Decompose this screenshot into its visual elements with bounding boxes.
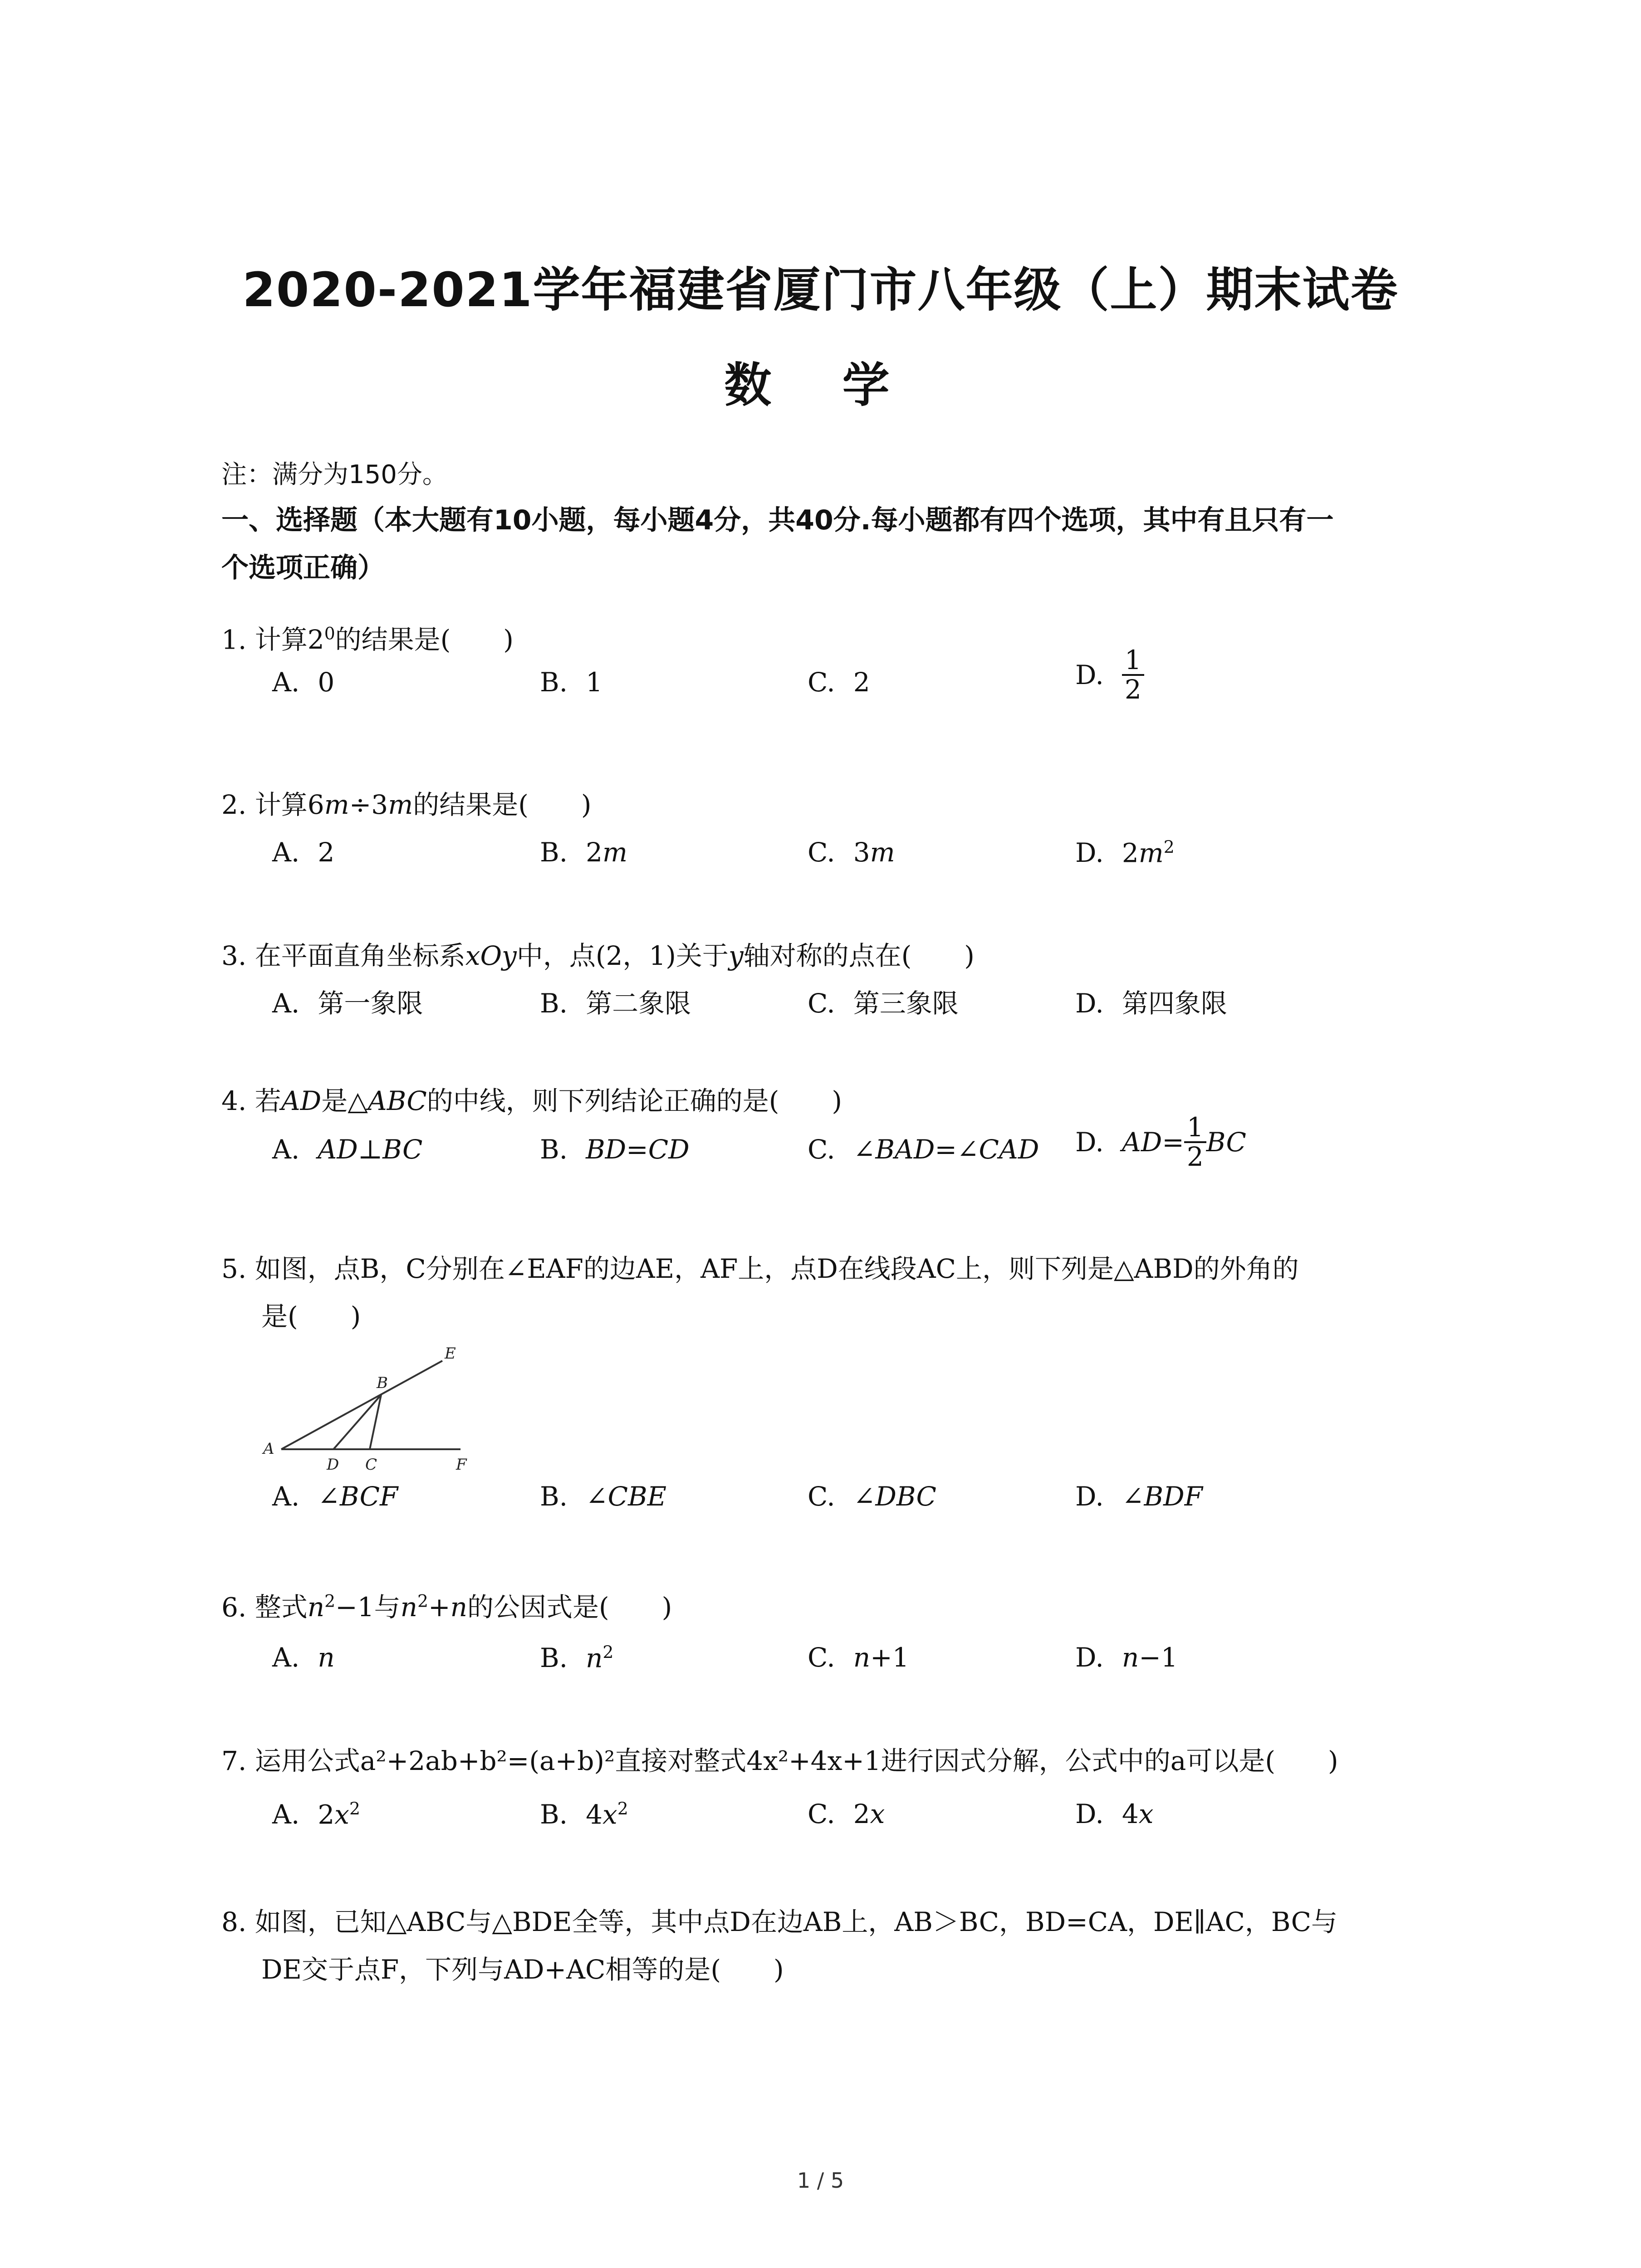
section-heading-line1: 一、选择题（本大题有10小题，每小题4分，共40分.每小题都有四个选项，其中有且只有一 xyxy=(221,504,1334,536)
question-stem-line2: DE交于点F，下列与AD+AC相等的是( ) xyxy=(261,1954,784,1985)
option-a: A. 第一象限 xyxy=(272,988,423,1019)
option-d: D. $\frac{1}{2}$ xyxy=(1075,646,1144,704)
line-ae xyxy=(281,1361,442,1449)
fraction-one-half: $\frac{1}{2}$ xyxy=(1184,1114,1206,1171)
option-d: D. 第四象限 xyxy=(1075,988,1227,1019)
score-note: 注：满分为150分。 xyxy=(221,460,448,489)
label-b: B xyxy=(377,1374,388,1392)
option-a: A. 2 xyxy=(272,837,335,868)
segment-bc xyxy=(370,1395,381,1449)
question-stem: 若AD是△ABC的中线，则下列结论正确的是( ) xyxy=(255,1085,843,1116)
option-c: C. 2x xyxy=(808,1799,885,1829)
option-b: B. $4x^2$ xyxy=(540,1799,628,1830)
question-stem-line1: 如图，已知△ABC与△BDE全等，其中点D在边AB上，AB＞BC，BD=CA，DE∥AC，BC与 xyxy=(255,1906,1337,1937)
question-6 xyxy=(221,1578,1455,1631)
option-d: D. n−1 xyxy=(1075,1642,1178,1673)
option-c: C. 第三象限 xyxy=(808,988,959,1019)
question-stem: 运用公式a²+2ab+b²=(a+b)²直接对整式4x²+4x+1进行因式分解，公式中的a可以是( ) xyxy=(255,1745,1338,1776)
option-b: B. ∠CBE xyxy=(540,1481,666,1512)
question-stem: 计算6m÷3m的结果是( ) xyxy=(255,789,592,820)
question-stem: 在平面直角坐标系xOy中，点(2，1)关于y轴对称的点在( ) xyxy=(255,940,975,971)
question-3 xyxy=(221,932,1455,980)
question-stem: 计算$2^0$的结果是( ) xyxy=(255,624,514,655)
option-b: B. BD=CD xyxy=(540,1134,690,1165)
question-stem-line1: 如图，点B，C分别在∠EAF的边AE，AF上，点D在线段AC上，则下列是△ABD的外角的 xyxy=(255,1253,1299,1284)
question-stem: 整式$n^2-1$与$n^2+n$的公因式是( ) xyxy=(255,1591,672,1623)
label-c: C xyxy=(365,1456,377,1474)
page-number: 1 / 5 xyxy=(797,2168,844,2193)
option-a: A. AD⊥BC xyxy=(272,1134,423,1165)
question-4 xyxy=(221,1077,1455,1125)
option-c: C. ∠DBC xyxy=(808,1481,936,1512)
option-d: D. 4x xyxy=(1075,1799,1154,1829)
question-number: 5. xyxy=(221,1253,247,1284)
subject-title: 数 学 xyxy=(724,357,917,413)
section-heading-line2: 个选项正确） xyxy=(221,552,385,584)
question-1 xyxy=(221,610,1455,664)
angle-figure xyxy=(261,1338,474,1474)
question-number: 1. xyxy=(221,624,247,655)
option-a: A. n xyxy=(272,1642,335,1673)
question-2 xyxy=(221,781,1455,829)
question-number: 3. xyxy=(221,940,247,971)
label-f: F xyxy=(456,1456,467,1474)
question-8 xyxy=(221,1898,1455,1994)
fraction-one-half: $\frac{1}{2}$ xyxy=(1122,646,1144,704)
question-7 xyxy=(221,1737,1455,1785)
section-heading xyxy=(221,497,1446,592)
option-a: A. $2x^2$ xyxy=(272,1799,360,1830)
question-number: 2. xyxy=(221,789,247,820)
question-stem-line2: 是( ) xyxy=(261,1301,361,1332)
option-c: C. 2 xyxy=(808,667,870,698)
question-number: 4. xyxy=(221,1085,247,1116)
question-number: 8. xyxy=(221,1906,247,1937)
option-a: A. 0 xyxy=(272,667,335,698)
label-a: A xyxy=(263,1440,274,1458)
label-e: E xyxy=(445,1344,456,1363)
option-b: B. 1 xyxy=(540,667,603,698)
option-c: C. ∠BAD=∠CAD xyxy=(808,1134,1039,1165)
label-d: D xyxy=(327,1456,339,1474)
question-number: 7. xyxy=(221,1745,247,1776)
option-d: D. AD= $\frac{1}{2}$ BC xyxy=(1075,1112,1246,1172)
option-d: D. ∠BDF xyxy=(1075,1481,1203,1512)
option-b: B. 2m xyxy=(540,837,627,868)
option-b: B. $n^2$ xyxy=(540,1642,614,1674)
segment-bd xyxy=(333,1395,381,1449)
option-a: A. ∠BCF xyxy=(272,1481,398,1512)
question-number: 6. xyxy=(221,1592,247,1623)
option-c: C. 3m xyxy=(808,837,895,868)
option-d: D. $2m^2$ xyxy=(1075,837,1175,869)
question-5 xyxy=(221,1245,1455,1340)
option-c: C. n+1 xyxy=(808,1642,909,1673)
page-title: 2020-2021学年福建省厦门市八年级（上）期末试卷 xyxy=(242,262,1399,318)
option-b: B. 第二象限 xyxy=(540,988,691,1019)
